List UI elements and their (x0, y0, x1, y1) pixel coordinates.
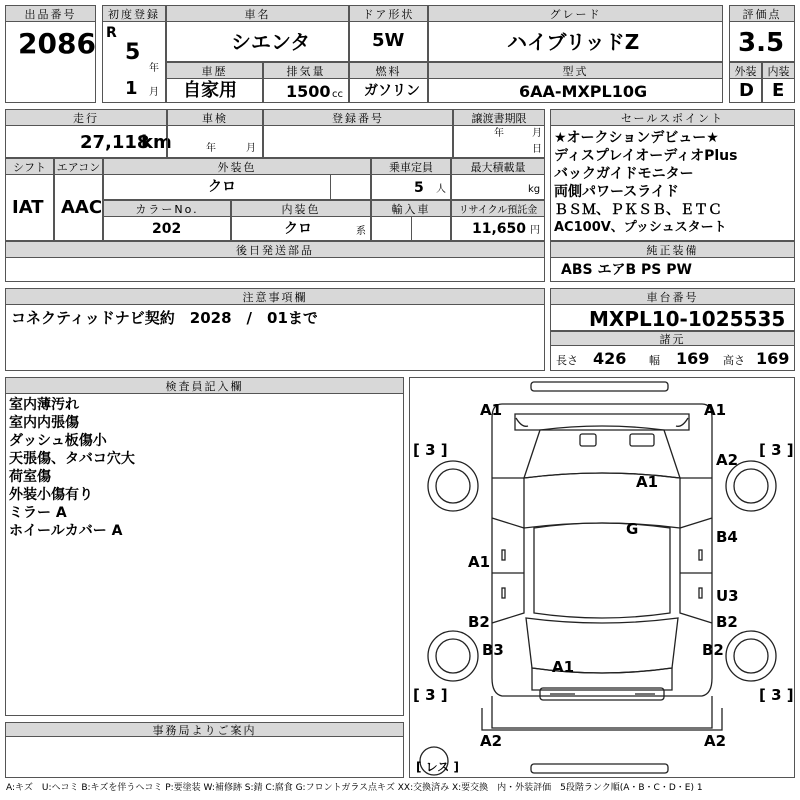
header-score: 評価点 (729, 5, 795, 22)
capacity-value: 5 (414, 180, 424, 196)
header-grade: グレード (428, 5, 723, 22)
header-fuel: 燃料 (349, 62, 428, 79)
spec-height-label: 高さ (723, 354, 745, 367)
header-standard-equip: 純正装備 (550, 241, 795, 258)
exterior-score-cell (729, 78, 762, 103)
header-specs: 諸元 (550, 331, 795, 346)
shift-value: IAT (12, 197, 44, 218)
car-outline (420, 382, 776, 775)
transfer-day-unit: 日 (532, 144, 542, 155)
first-reg-month: 1 (125, 78, 138, 99)
header-later-parts: 後日発送部品 (5, 241, 545, 258)
damage-diagram-panel (409, 377, 795, 778)
inspector-note-8: ホイールカバー A (9, 523, 123, 539)
max-load-cell (451, 174, 545, 200)
score-cell (729, 21, 795, 62)
label-spare: [ レス ] (416, 760, 459, 774)
reg-no-cell (263, 125, 453, 158)
header-aircon: エアコン (54, 158, 103, 175)
first-reg-era: R (106, 25, 117, 41)
label-rear-a1: A1 (552, 658, 575, 676)
spec-width: 169 (676, 349, 710, 368)
displacement-unit: cc (332, 89, 343, 100)
interior-score-cell (762, 78, 795, 103)
later-parts-cell (5, 257, 545, 282)
first-reg-year-unit: 年 (149, 63, 159, 74)
lot-number: 2086 (18, 27, 96, 60)
inspector-note-6: 外装小傷有り (9, 487, 93, 503)
model-name: シエンタ (231, 30, 311, 54)
transfer-year-unit: 年 (494, 128, 504, 139)
spec-length: 426 (593, 349, 627, 368)
exterior-score: D (739, 80, 754, 101)
label-door-r-rear: B2 (716, 613, 738, 631)
header-ext-color: 外装色 (103, 158, 371, 175)
header-recycle: リサイクル預託金 (451, 200, 545, 217)
grade-value: ハイブリッドZ (507, 30, 640, 54)
header-color-no: カラーNo. (103, 200, 231, 217)
int-color-suffix: 系 (356, 226, 366, 237)
header-chassis-no: 車台番号 (550, 288, 795, 305)
ext-color-value: クロ (208, 179, 236, 195)
header-notes: 注意事項欄 (5, 288, 545, 305)
recycle-value: 11,650 (472, 221, 527, 237)
inspector-note-4: 天張傷、タバコ穴大 (9, 451, 135, 467)
history-cell (166, 78, 263, 103)
score-overall: 3.5 (738, 28, 785, 58)
header-inspector: 検査員記入欄 (5, 377, 404, 394)
header-office: 事務局よりご案内 (5, 722, 404, 737)
recycle-unit: 円 (530, 225, 540, 236)
label-tire-rr: [ 3 ] (759, 686, 794, 704)
inspector-note-1: 室内薄汚れ (9, 397, 79, 413)
label-door-l-rear: B2 (468, 613, 490, 631)
shift-cell (5, 174, 54, 241)
label-rear-r: A2 (704, 732, 727, 750)
header-reg-no: 登録番号 (263, 109, 453, 126)
fuel-value: ガソリン (364, 83, 420, 99)
header-history: 車歴 (166, 62, 263, 79)
header-model-name: 車名 (166, 5, 349, 22)
first-reg-year: 5 (125, 40, 141, 65)
label-fl-corner: A1 (480, 401, 503, 419)
header-interior: 内装 (762, 62, 795, 79)
header-first-reg: 初度登録 (102, 5, 166, 22)
displacement-value: 1500 (286, 82, 331, 101)
header-max-load: 最大積載量 (451, 158, 545, 175)
interior-score: E (772, 80, 785, 101)
sales-point-6: AC100V、プッシュスタート (554, 220, 727, 235)
label-door-l-front: A1 (468, 553, 491, 571)
type-code-value: 6AA-MXPL10G (519, 82, 648, 101)
mileage-unit: km (141, 132, 172, 153)
header-capacity: 乗車定員 (371, 158, 451, 175)
aircon-value: AAC (61, 197, 103, 218)
first-reg-month-unit: 月 (149, 87, 159, 98)
mileage-value: 27,118 (80, 132, 150, 153)
inspection-cell (167, 125, 263, 158)
inspection-month-unit: 月 (246, 143, 256, 154)
sales-point-1: ★オークションデビュー★ (554, 130, 719, 146)
label-fr-corner: A1 (704, 401, 727, 419)
label-tire-fl: [ 3 ] (413, 441, 448, 459)
label-qtr-r: B2 (702, 641, 724, 659)
sales-point-5: ＢＳＭ、ＰＫＳＢ、ＥＴＣ (554, 202, 722, 218)
fuel-cell (349, 78, 428, 103)
label-qtr-l: B3 (482, 641, 504, 659)
color-no-value: 202 (152, 221, 182, 237)
chassis-no-value: MXPL10-1025535 (589, 307, 786, 331)
label-fender-r-front: A2 (716, 451, 739, 469)
inspector-note-2: 室内内張傷 (9, 415, 79, 431)
label-tire-rl: [ 3 ] (413, 686, 448, 704)
notes-cell (5, 304, 545, 371)
standard-equip-value: ABS エアB PS PW (561, 262, 692, 278)
import-divider (411, 216, 451, 241)
standard-equip-cell (550, 257, 795, 282)
header-shift: シフト (5, 158, 54, 175)
sales-point-4: 両側パワースライド (554, 184, 679, 200)
capacity-unit: 人 (436, 184, 446, 195)
spec-width-label: 幅 (649, 354, 660, 367)
header-mileage: 走行 (5, 109, 167, 126)
header-transfer: 譲渡書期限 (453, 109, 545, 126)
sales-point-3: バックガイドモニター (554, 166, 694, 182)
inspector-notes-cell (5, 393, 404, 716)
int-color-value: クロ (284, 221, 312, 237)
mileage-cell (5, 125, 172, 158)
label-tire-fr: [ 3 ] (759, 441, 794, 459)
door-cell (349, 21, 428, 62)
label-hood: A1 (636, 473, 659, 491)
spec-length-label: 長さ (556, 354, 578, 367)
damage-labels (413, 401, 794, 774)
aircon-cell (54, 174, 103, 241)
specs-cell (550, 345, 795, 371)
displacement-cell (263, 78, 349, 103)
door-value: 5W (372, 30, 405, 51)
recycle-cell (451, 216, 545, 241)
label-door-r-rear-u: U3 (716, 587, 739, 605)
label-door-r-front: B4 (716, 528, 738, 546)
car-diagram (410, 378, 794, 777)
header-inspection: 車検 (167, 109, 263, 126)
header-int-color: 内装色 (231, 200, 371, 217)
sales-point-2: ディスプレイオーディオPlus (554, 148, 738, 164)
label-rear-l: A2 (480, 732, 503, 750)
legend-text: A:キズ U:ヘコミ B:キズを伴うヘコミ P:要塗装 W:補修跡 S:錆 C:腐食 G:フロントガラス点キズ XX:交換済み X:要交換 内・外装評価 5段階ランク順(A・B・C・D・E) 1 (6, 783, 703, 793)
chassis-no-cell (550, 304, 795, 331)
inspection-year-unit: 年 (206, 143, 216, 154)
transfer-cell (453, 125, 545, 158)
sales-point-cell (550, 125, 795, 241)
header-exterior: 外装 (729, 62, 762, 79)
lot-number-cell (5, 21, 96, 103)
max-load-unit: kg (528, 184, 541, 195)
header-sales-point: セールスポイント (550, 109, 795, 126)
model-name-cell (166, 21, 349, 62)
first-reg-cell (102, 21, 166, 103)
capacity-cell (371, 174, 451, 200)
int-color-cell (231, 216, 371, 241)
grade-cell (428, 21, 723, 62)
color-no-cell (103, 216, 231, 241)
type-code-cell (428, 78, 723, 103)
history-value: 自家用 (183, 80, 237, 101)
ext-color-divider (330, 174, 371, 200)
inspector-note-5: 荷室傷 (9, 469, 51, 485)
header-displacement: 排気量 (263, 62, 349, 79)
notes-value: コネクティッドナビ契約 2028 / 01まで (11, 309, 318, 327)
spec-height: 169 (756, 349, 790, 368)
office-cell (5, 736, 404, 778)
inspector-note-7: ミラー A (9, 505, 67, 521)
header-lot-no: 出品番号 (5, 5, 96, 22)
header-door: ドア形状 (349, 5, 428, 22)
label-roof: G (626, 520, 639, 538)
inspector-note-3: ダッシュ板傷小 (9, 433, 107, 449)
header-import: 輸入車 (371, 200, 451, 217)
header-type-code: 型式 (428, 62, 723, 79)
transfer-month-unit: 月 (532, 128, 542, 139)
